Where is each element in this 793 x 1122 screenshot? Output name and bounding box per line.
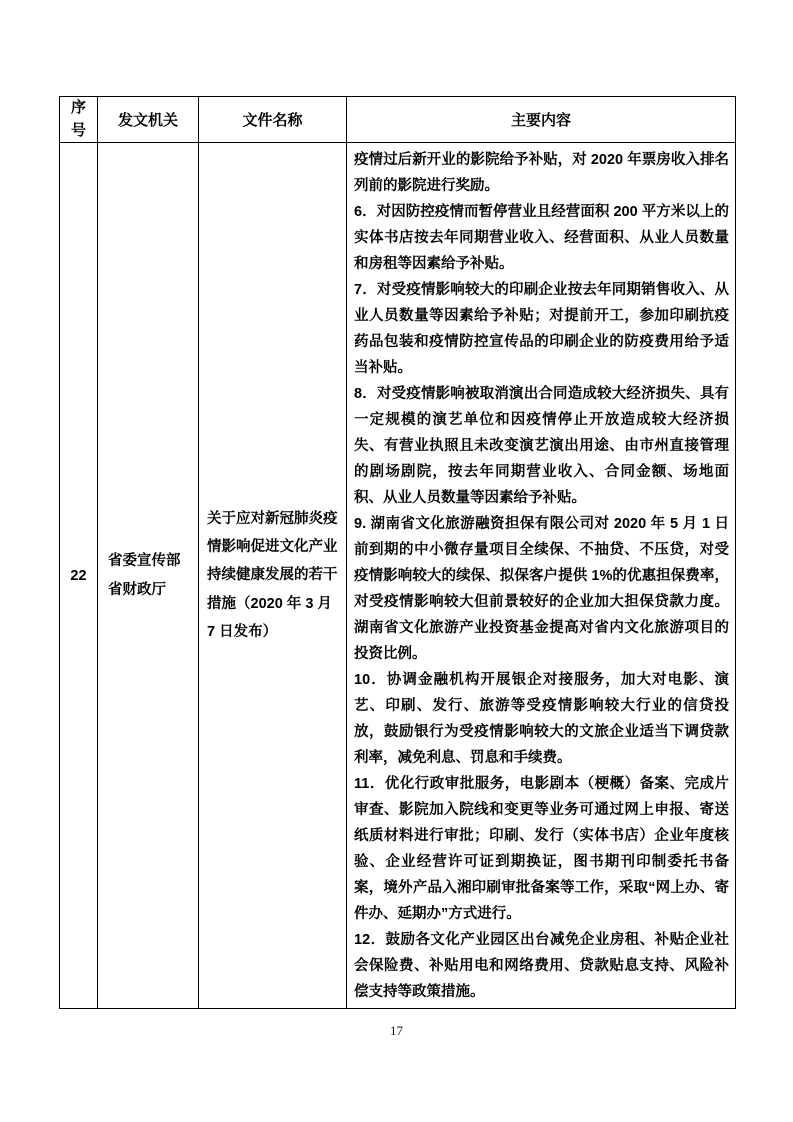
content-paragraph-item10: 10．协调金融机构开展银企对接服务，加大对电影、演艺、印刷、发行、旅游等受疫情影响较大行业的信贷投放，鼓励银行为受疫情影响较大的文旅企业适当下调贷款利率，减免利息、罚息和手续费。 bbox=[354, 672, 729, 766]
content-paragraph-item6: 6．对因防控疫情而暂停营业且经营面积 200 平方米以上的实体书店按去年同期营业收入、经营面积、从业人员数量和房租等因素给予补贴。 bbox=[354, 204, 729, 272]
row-docname-cell bbox=[199, 143, 347, 1009]
column-header-index bbox=[60, 97, 98, 143]
row-agency-cell bbox=[98, 143, 199, 1009]
agency-line-2: 省财政厅 bbox=[108, 581, 166, 598]
content-paragraph-item7: 7．对受疫情影响较大的印刷企业按去年同期销售收入、从业人员数量等因素给予补贴；对提前开工，参加印刷抗疫药品包装和疫情防控宣传品的印刷企业的防疫费用给予适当补贴。 bbox=[354, 282, 729, 376]
column-header-agency: 发文机关 bbox=[98, 97, 199, 143]
table-header-row bbox=[60, 97, 736, 143]
column-header-docname: 文件名称 bbox=[199, 97, 347, 143]
row-index-cell: 22 bbox=[60, 143, 98, 1009]
content-paragraph-item11: 11．优化行政审批服务，电影剧本（梗概）备案、完成片审查、影院加入院线和变更等业务可通过网上申报、寄送纸质材料进行审批；印刷、发行（实体书店）企业年度核验、企业经营许可证到期换证，图书期刊印制委托书备案，境外产品入湘印刷审批备案等工作，采取“网上办、寄件办、延期办”方式进行。 bbox=[354, 776, 729, 922]
agency-line-1: 省委宣传部 bbox=[108, 553, 181, 570]
policy-table bbox=[59, 96, 736, 1009]
content-paragraph-item8: 8．对受疫情影响被取消演出合同造成较大经济损失、具有一定规模的演艺单位和因疫情停止开放造成较大经济损失、有营业执照且未改变演艺演出用途、由市州直接管理的剧场剧院，按去年同期营业收入、合同金额、场地面积、从业人员数量等因素给予补贴。 bbox=[354, 386, 729, 506]
row-content-cell bbox=[347, 143, 736, 1009]
page-number: 17 bbox=[390, 1023, 403, 1038]
content-paragraph-intro: 疫情过后新开业的影院给予补贴，对 2020 年票房收入排名列前的影院进行奖励。 bbox=[354, 152, 729, 194]
table-row bbox=[60, 143, 736, 1009]
content-paragraph-item9: 9. 湖南省文化旅游融资担保有限公司对 2020 年 5 月 1 日前到期的中小微存量项目全续保、不抽贷、不压贷，对受疫情影响较大的续保、拟保客户提供 1%的优惠担保费率，对受疫情影响较大但前景较好的企业加大担保贷款力度。湖南省文化旅游产业投资基金提高对省内文化旅游项目的投资比例。 bbox=[354, 516, 729, 662]
content-paragraph-item12: 12．鼓励各文化产业园区出台减免企业房租、补贴企业社会保险费、补贴用电和网络费用、贷款贴息支持、风险补偿支持等政策措施。 bbox=[354, 932, 729, 1000]
column-header-index-label: 序号 bbox=[70, 99, 86, 139]
column-header-content: 主要内容 bbox=[347, 97, 736, 143]
document-title: 关于应对新冠肺炎疫情影响促进文化产业持续健康发展的若干措施（2020 年 3 月 7 日发布） bbox=[207, 510, 338, 640]
